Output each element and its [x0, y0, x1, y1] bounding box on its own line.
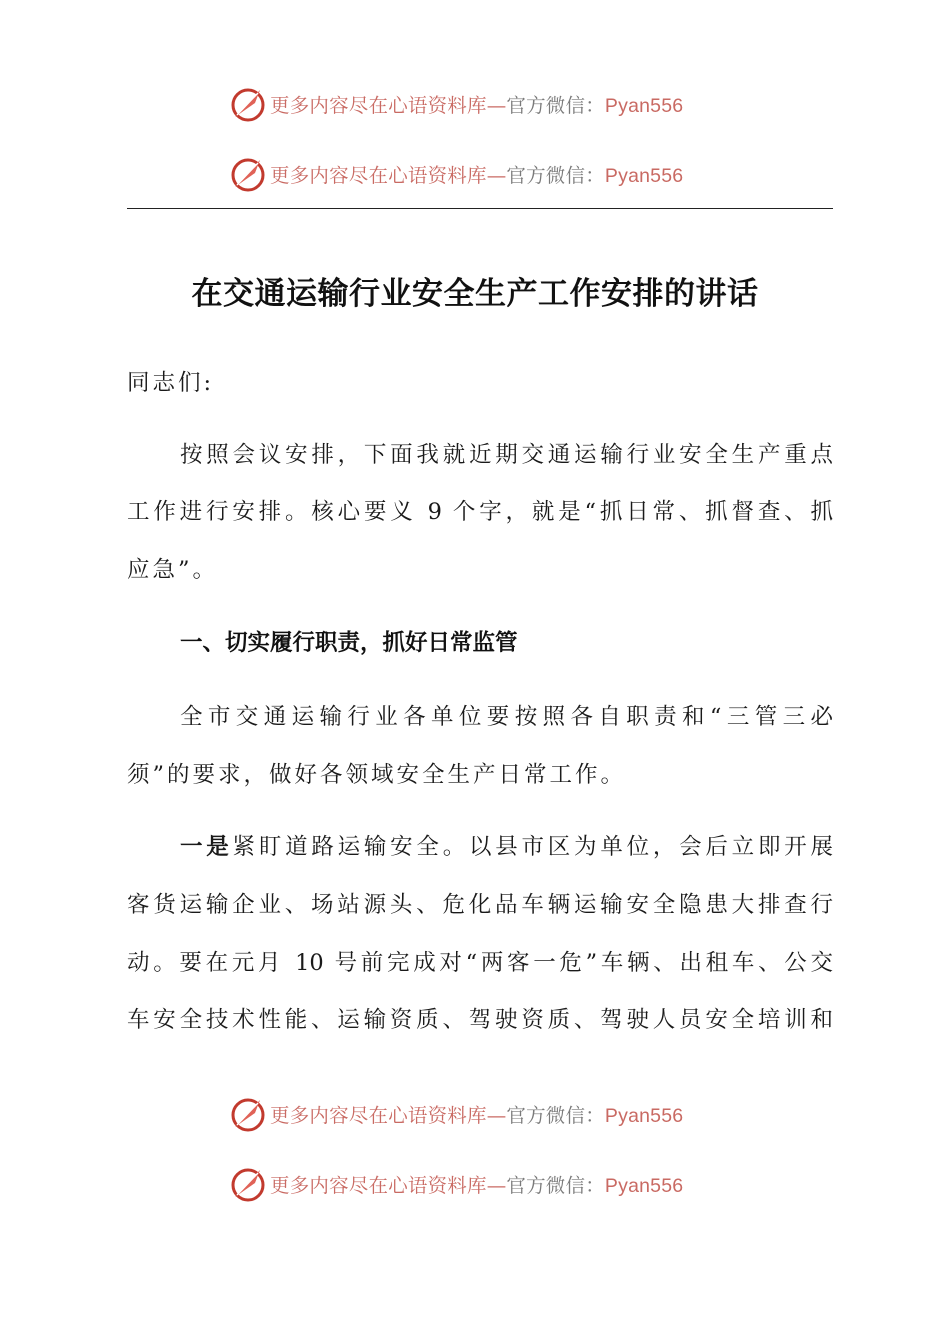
paragraph-line: 车安全技术性能、运输资质、驾驶资质、驾驶人员安全培训和 — [127, 1007, 833, 1033]
quill-pen-logo-icon — [228, 154, 268, 194]
watermark-wechat-label: 官方微信： — [506, 1174, 605, 1197]
watermark-text: 更多内容尽在心语资料库— — [270, 1104, 507, 1127]
watermark-text: 更多内容尽在心语资料库— — [270, 164, 507, 187]
paragraph-line: 全市交通运输行业各单位要按照各自职责和“三管三必 — [180, 704, 833, 730]
watermark-banner — [228, 154, 728, 194]
watermark-banner — [228, 1164, 728, 1204]
watermark-wechat-label: 官方微信： — [506, 164, 605, 187]
intro-line: 按照会议安排，下面我就近期交通运输行业安全生产重点 — [180, 442, 833, 468]
watermark-banner — [228, 1094, 728, 1134]
paragraph-line: 须”的要求，做好各领域安全生产日常工作。 — [127, 762, 627, 788]
paragraph-line: 客货运输企业、场站源头、危化品车辆运输安全隐患大排查行 — [127, 892, 833, 918]
salutation: 同志们: — [127, 370, 215, 396]
watermark-text: 更多内容尽在心语资料库— — [270, 94, 507, 117]
watermark-text: 更多内容尽在心语资料库— — [270, 1174, 507, 1197]
intro-line: 应急”。 — [127, 557, 219, 583]
section-heading: 一、切实履行职责，抓好日常监管 — [180, 630, 518, 656]
quill-pen-logo-icon — [228, 1164, 268, 1204]
header-divider — [127, 208, 833, 209]
document-title: 在交通运输行业安全生产工作安排的讲话 — [191, 276, 759, 312]
watermark-banner — [228, 84, 728, 124]
watermark-wechat-id: Pyan556 — [604, 1175, 684, 1197]
paragraph-line: 动。要在元月 10 号前完成对“两客一危”车辆、出租车、公交 — [127, 950, 833, 976]
quill-pen-logo-icon — [228, 1094, 268, 1134]
watermark-wechat-id: Pyan556 — [604, 95, 684, 117]
watermark-wechat-id: Pyan556 — [604, 165, 684, 187]
watermark-wechat-id: Pyan556 — [604, 1105, 684, 1127]
point-text: 紧盯道路运输安全。以县市区为单位，会后立即开展 — [232, 834, 833, 860]
intro-line: 工作进行安排。核心要义 9 个字，就是“抓日常、抓督查、抓 — [127, 499, 833, 525]
quill-pen-logo-icon — [228, 84, 268, 124]
paragraph-line — [180, 832, 833, 862]
point-lead: 一是 — [180, 834, 233, 860]
watermark-wechat-label: 官方微信： — [506, 1104, 605, 1127]
watermark-wechat-label: 官方微信： — [506, 94, 605, 117]
